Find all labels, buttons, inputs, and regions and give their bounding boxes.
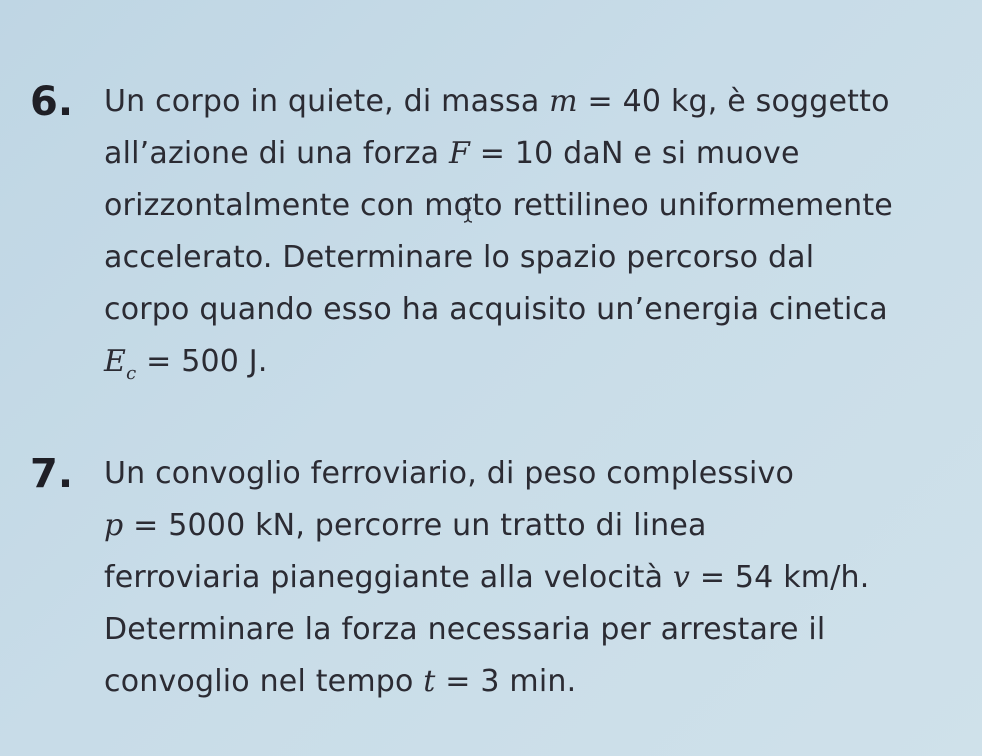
math-variable: p: [104, 508, 124, 543]
exercise-number: 7.: [30, 451, 74, 497]
text-fragment: .: [566, 664, 577, 699]
unit: kg: [670, 84, 708, 119]
text-line: corpo quando esso ha acquisito un’energia cinetica: [104, 292, 888, 327]
text-fragment: .: [257, 344, 268, 379]
math-variable: t: [423, 664, 436, 699]
text-line: [104, 128, 964, 180]
math-value: = 3: [435, 664, 510, 699]
math-variable: F: [449, 136, 471, 171]
text-fragment: Un corpo in quiete, di massa: [104, 84, 550, 119]
unit: daN: [563, 136, 624, 171]
math-variable: E: [104, 344, 127, 379]
text-cursor-icon: [462, 196, 474, 224]
text-line: Un convoglio ferroviario, di peso complessivo: [104, 456, 795, 491]
text-fragment: , è soggetto: [707, 84, 890, 119]
text-line: [104, 76, 964, 128]
math-value: = 54: [690, 560, 784, 595]
exercise-number: 6.: [30, 79, 74, 125]
math-subscript: c: [126, 363, 137, 384]
text-fragment: ferroviaria pianeggiante alla velocità: [104, 560, 673, 595]
text-line: Determinare la forza necessaria per arrestare il: [104, 612, 826, 647]
unit: min: [509, 664, 567, 699]
text-line: [104, 336, 964, 388]
text-fragment: convoglio nel tempo: [104, 664, 424, 699]
unit: J: [248, 344, 258, 379]
text-line: [104, 656, 964, 708]
exercise-text: [104, 76, 964, 388]
text-line: [104, 500, 964, 552]
text-fragment: e si muove: [623, 136, 800, 171]
math-value: = 40: [577, 84, 671, 119]
unit: kN: [255, 508, 296, 543]
text-fragment: .: [859, 560, 870, 595]
text-line: orizzontalmente con moto rettilineo uniformemente: [104, 188, 893, 223]
unit: km/h: [783, 560, 860, 595]
math-value: = 10: [470, 136, 564, 171]
math-value: = 5000: [123, 508, 256, 543]
math-variable: v: [672, 560, 691, 595]
text-line: [104, 552, 964, 604]
text-fragment: , percorre un tratto di linea: [295, 508, 707, 543]
math-variable: m: [549, 84, 578, 119]
exercise-text: [104, 448, 964, 708]
text-line: accelerato. Determinare lo spazio percorso dal: [104, 240, 815, 275]
text-fragment: all’azione di una forza: [104, 136, 449, 171]
math-value: = 500: [136, 344, 249, 379]
